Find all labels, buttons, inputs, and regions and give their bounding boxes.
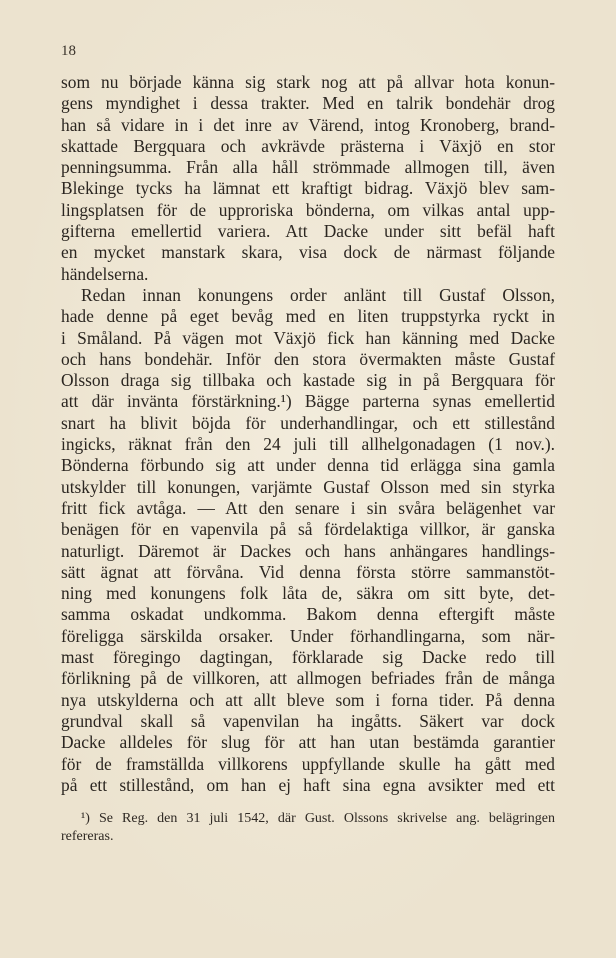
paragraph-start-line: Redan innan konungens order anlänt till Gustaf Olsson, [81,284,555,305]
text-line: gens myndighet i dessa trakter. Med en talrik bondehär drog [61,93,555,114]
text-line: Dacke alldeles för slug för att han utan bestämda garantier [61,732,555,753]
text-line: samma oskadat undkomma. Bakom denna eftergift måste [61,604,555,625]
text-line: för de framställda villkorens uppfyllande skulle ha gått med [61,753,555,774]
text-line: på ett stillestånd, om han ej haft sina egna avsikter med ett [61,774,555,795]
text-line: hade denne på eget bevåg med en liten truppstyrka ryckt in [61,306,555,327]
text-line: och hans bondehär. Inför den stora övermakten måste Gustaf [61,348,555,369]
text-line: att där invänta förstärkning.¹) Bägge parterna synas emellertid [61,391,555,412]
text-line: Blekinge tycks ha lämnat ett kraftigt bidrag. Växjö blev sam- [61,178,555,199]
text-line: föreligga särskilda orsaker. Under förhandlingarna, som när- [61,625,555,646]
text-line: snart ha blivit böjda för underhandlingar, och ett stillestånd [61,412,555,433]
text-line: sätt ägnat att förvåna. Vid denna första större sammanstöt- [61,561,555,582]
footnote-line: refereras. [61,829,114,844]
text-line: fritt fick avtåga. — Att den senare i sin svåra belägenhet var [61,497,555,518]
text-line: nya utskylderna och att allt bleve som i forna tider. På denna [61,689,555,710]
text-line: skattade Bergquara och avkrävde prästerna i Växjö en stor [61,135,555,156]
text-line: som nu började känna sig stark nog att på allvar hota konun- [61,72,555,92]
text-line: förlikning på de villkoren, att allmogen befriades från de många [61,668,555,689]
text-line: han så vidare in i det inre av Värend, intog Kronoberg, brand- [61,114,555,135]
body-text [61,72,555,796]
text-line: Bönderna förbundo sig att under denna tid erlägga sina gamla [61,455,555,476]
text-line: benägen för en vapenvila på så fördelaktiga villkor, är ganska [61,519,555,540]
text-line: händelserna. [61,263,149,284]
text-line: en mycket manstark skara, visa dock de närmast följande [61,242,555,263]
text-line: penningsumma. Från alla håll strömmade allmogen till, även [61,157,555,178]
text-line: gifterna emellertid variera. Att Dacke under sitt befäl haft [61,221,555,242]
text-line: ning med konungens folk låta de, säkra om sitt byte, det- [61,583,555,604]
text-line: grundval skall så vapenvilan ha ingåtts. Säkert var dock [61,710,555,731]
footnote [61,810,555,846]
text-line: Olsson draga sig tillbaka och kastade sig in på Bergquara för [61,370,555,391]
text-line: utskylder till konungen, varjämte Gustaf Olsson med sin styrka [61,476,555,497]
page-number: 18 [61,43,76,59]
text-line: ingicks, räknat från den 24 juli till allhelgonadagen (1 nov.). [61,434,555,455]
text-line: lingsplatsen för de upproriska bönderna, om vilkas antal upp- [61,199,555,220]
text-line: i Småland. På vägen mot Växjö fick han känning med Dacke [61,327,555,348]
footnote-line: ¹) Se Reg. den 31 juli 1542, där Gust. Olssons skrivelse ang. belägringen [81,811,555,826]
text-line: mast föregingo dagtingan, förklarade sig Dacke redo till [61,647,555,668]
text-line: naturligt. Däremot är Dackes och hans anhängares handlings- [61,540,555,561]
